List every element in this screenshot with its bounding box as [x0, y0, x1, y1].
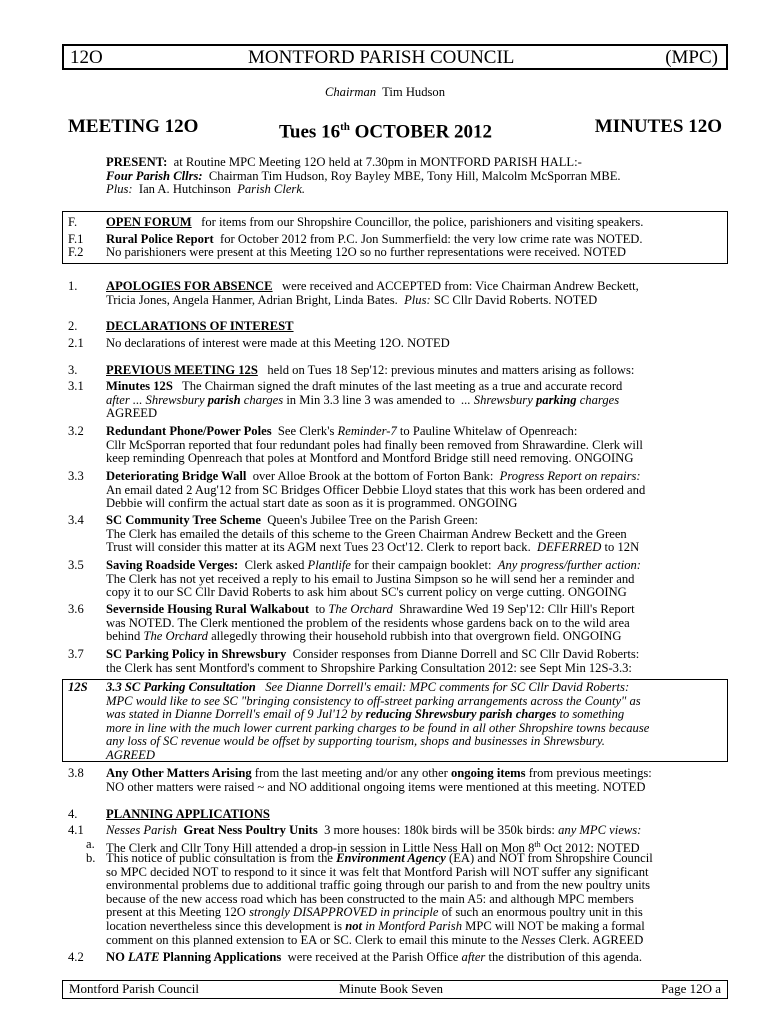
chairman-label: Chairman	[324, 85, 377, 99]
footer-book: Minute Book Seven	[339, 981, 443, 996]
footer-council: Montford Parish Council	[69, 981, 199, 996]
chairman-line	[0, 86, 770, 100]
header-title: MONTFORD PARISH COUNCIL	[248, 47, 515, 68]
cllrs-label: Four Parish Cllrs:	[106, 168, 203, 183]
minutes-title: MINUTES 12O	[594, 116, 722, 137]
present-label: PRESENT:	[106, 155, 168, 169]
header-code: 12O	[70, 47, 103, 68]
chairman-name: Tim Hudson	[382, 85, 446, 99]
header-abbrev: (MPC)	[665, 47, 718, 68]
header-box	[62, 44, 728, 70]
meeting-date: Tues 16th OCTOBER 2012	[279, 121, 493, 143]
present-block: PRESENT: at Routine MPC Meeting 12O held at 7.30pm in MONTFORD PARISH HALL:- Four Parish Cllrs: Chairman Tim Hudson, Roy Bayley MBE, Tony Hill, Malcolm McSporran MBE. Plus: Ian A. Hutchinson Parish Clerk.	[106, 155, 621, 197]
meeting-title: MEETING 12O	[68, 116, 199, 137]
page-footer	[62, 980, 728, 999]
footer-page: Page 12O a	[661, 981, 721, 996]
